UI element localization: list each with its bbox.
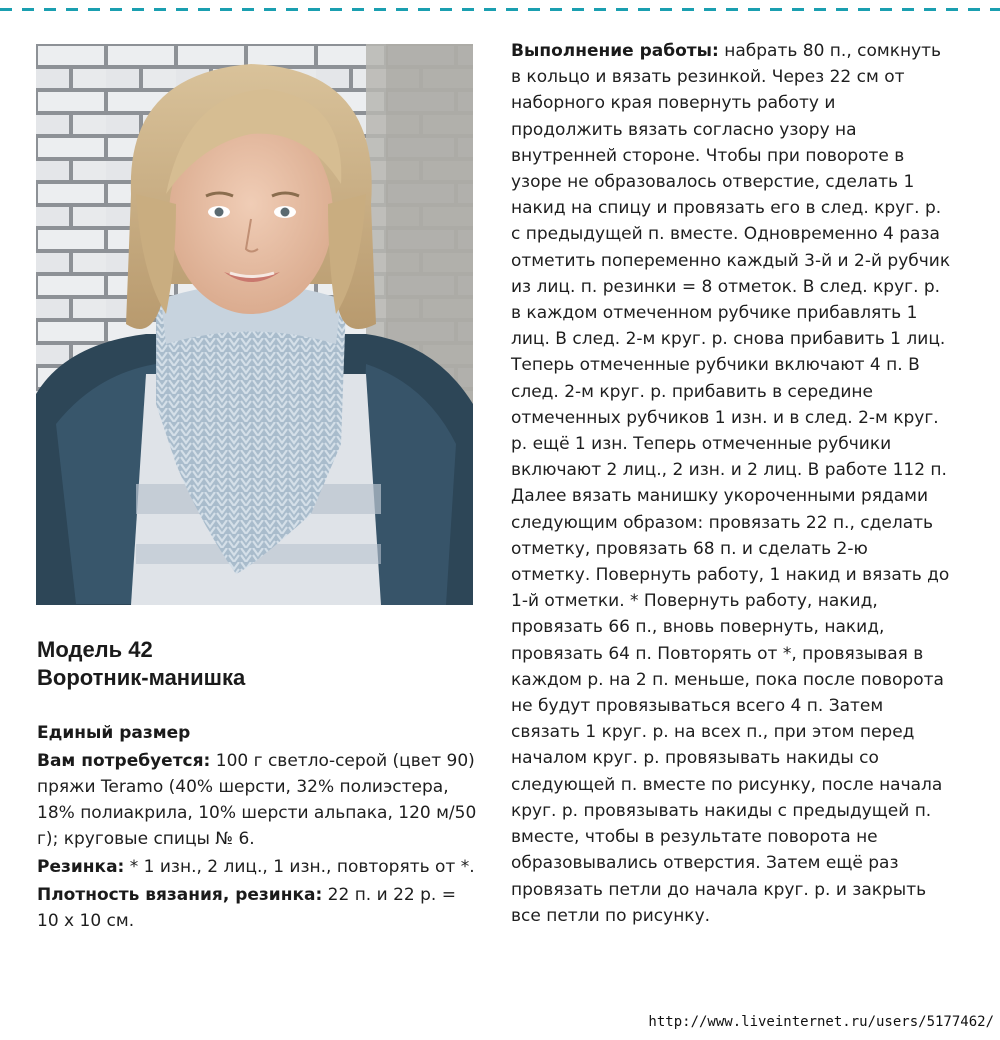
materials-label: Вам потребуется:: [37, 751, 211, 771]
model-number: Модель 42: [37, 637, 153, 662]
gauge-label: Плотность вязания, резинка:: [37, 885, 323, 905]
rib-label: Резинка:: [37, 857, 125, 877]
model-name: Воротник-манишка: [37, 665, 246, 690]
work-text: набрать 80 п., сомкнуть в кольцо и вязать резинкой. Через 22 см от наборного края повернуть работу и продолжить вязать согласно узору на внутренней стороне. Чтобы при повороте в узоре не образовалось отверстие, сделать 1 накид на спицу и провязать его в след. круг. р. с предыдущей п. вместе. Одновременно 4 раза отметить попеременно каждый 3-й и 2-й рубчик из лиц. п. резинки = 8 отметок. В след. круг. р. в каждом отмеченном рубчике прибавлять 1 лиц. В след. 2-м круг. р. снова прибавить 1 лиц. Теперь отмеченные рубчики включают 4 п. В след. 2-м круг. р. прибавить в середине отмеченных рубчиков 1 изн. и в след. 2-м круг. р. ещё 1 изн. Теперь отмеченные рубчики включают 2 лиц., 2 изн. и 2 лиц. В работе 112 п. Далее вязать манишку укороченными рядами следующим образом: провязать 22 п., сделать отметку, провязать 68 п. и сделать 2-ю отметку. Повернуть работу, 1 накид и вязать до 1-й отметки. * Повернуть работу, накид, провязать 66 п., вновь повернуть, накид, провязать 64 п. Повторять от *, провязывая в каждом р. на 2 п. меньше, пока после поворота не будут провязываться всего 4 п. Затем связать 1 круг. р. на всех п., при этом перед началом круг. р. провязывать накиды со следующей п. вместе по рисунку, после начала круг. р. провязывать накиды с предыдущей п. вместе, чтобы в результате поворота не образовывались отверстия. Затем ещё раз провязать петли до начала круг. р. и закрыть все петли по рисунку.: [511, 41, 951, 926]
materials-text: 100 г светло-серой (цвет 90) пряжи Teramo (40% шерсти, 32% полиэстера, 18% полиакрила, 10% шерсти альпака, 120 м/50 г); круговые спицы № 6.: [37, 751, 477, 849]
instructions-section: [511, 38, 951, 929]
source-watermark: http://www.liveinternet.ru/users/5177462/: [648, 1014, 994, 1030]
work-label: Выполнение работы:: [511, 41, 719, 61]
model-photo: [36, 44, 473, 605]
model-heading: [37, 636, 477, 692]
gauge-text: 22 п. и 22 р. = 10 х 10 см.: [37, 885, 456, 931]
materials-section: [37, 720, 477, 936]
size-label: Единый размер: [37, 723, 191, 743]
decorative-dashed-line: [0, 8, 1000, 11]
rib-text: * 1 изн., 2 лиц., 1 изн., повторять от *.: [129, 857, 475, 877]
